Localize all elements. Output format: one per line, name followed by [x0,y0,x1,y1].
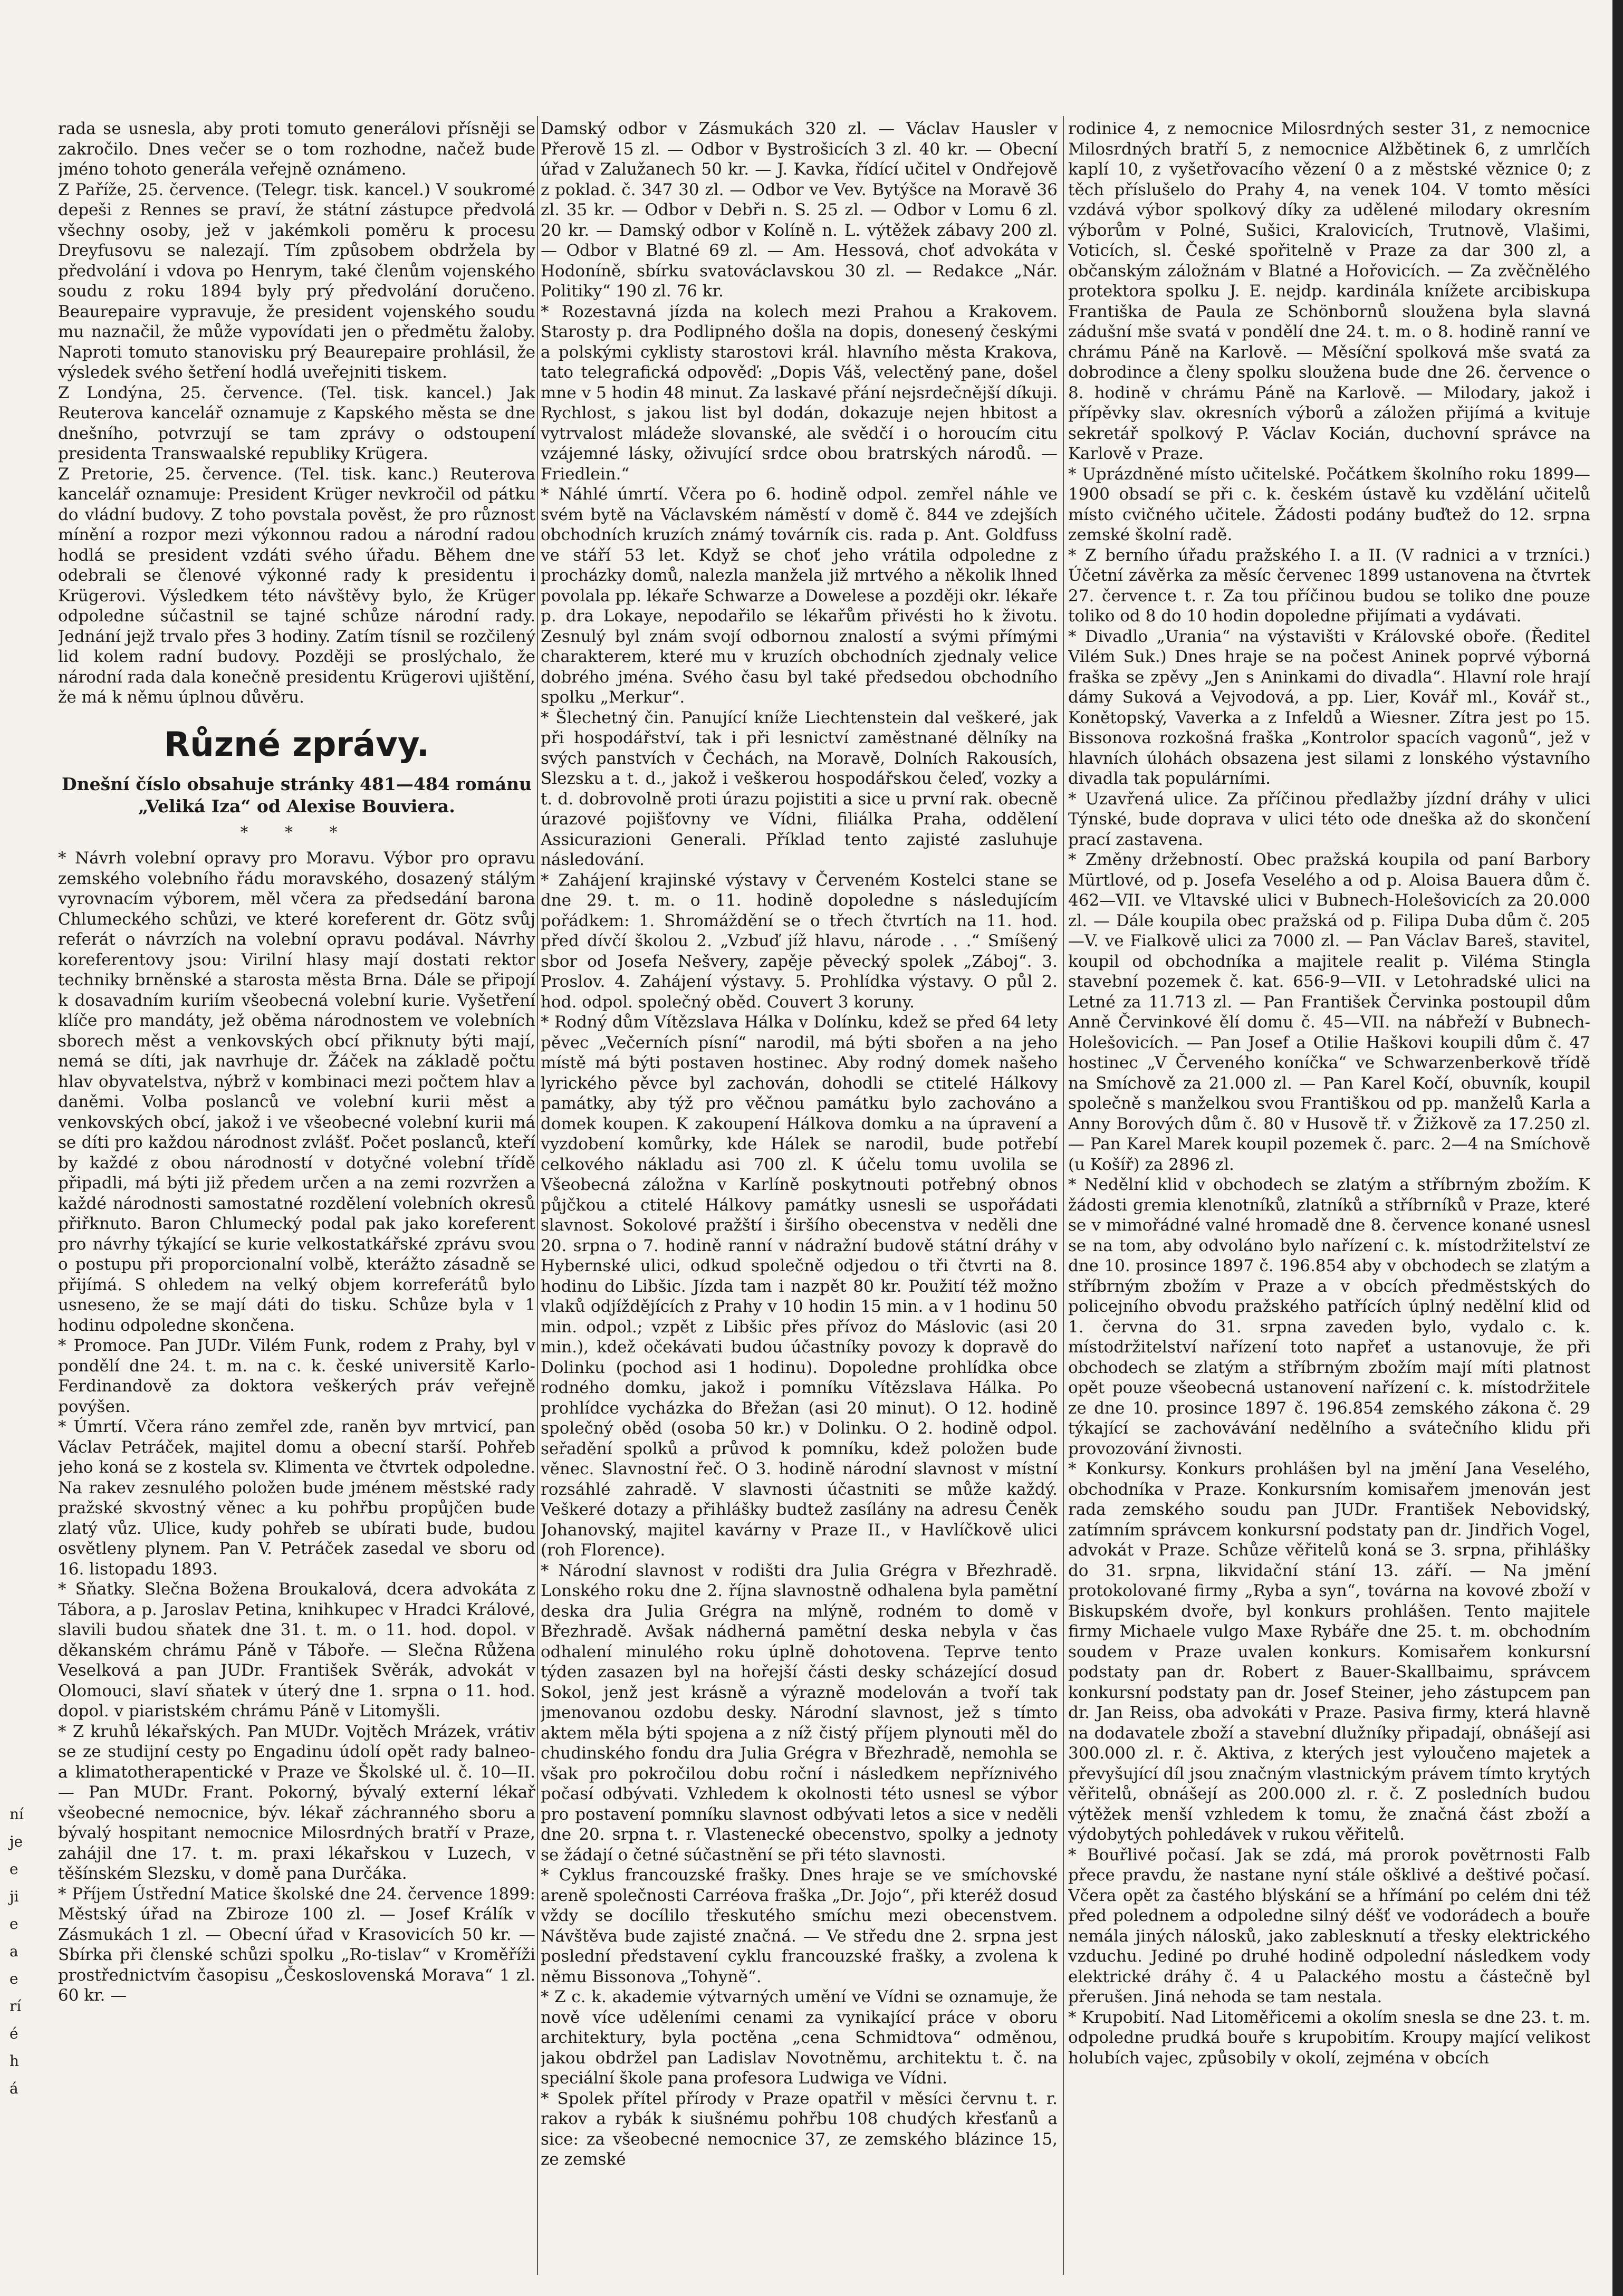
news-item: * Z kruhů lékařských. Pan MUDr. Vojtěch Mrázek, vrátiv se ze studijní cesty po Engadinu údolí opět rady balneo- a klimatotherapentické v Praze ve Školské ul. č. 10—II. — Pan MUDr. Frant. Pokorný, bývalý externí lékař všeobecné nemocnice, býv. lékař záchranného sboru a bývalý hospitant nemocnice Milosrdných bratří v Praze, zahájil dne 17. t. m. praxi lékařskou v Luzech, v těšínském Slezsku, v domě pana Durčáka. [58,1722,535,1883]
article-paragraph: Z Paříže, 25. července. (Telegr. tisk. kancel.) V soukromé depeši z Rennes se praví, že státní zástupce předvolá všechny osoby, jež v jakémkoli poměru k procesu Dreyfusovu se nalezají. Tím způsobem obdržela by předvolání i vdova po Henrym, také členům vojenského soudu z roku 1894 byly prý předvolání doručeno. Beaurepaire vypravuje, že president vojenského soudu mu naznačil, že může vypovídati jen o předmětu žaloby. Naproti tomuto stanovisku prý Beaurepaire prohlásil, že výsledek svého šetření hodlá uveřejniti tiskem. [58,180,535,382]
column-2 [541,119,1058,2275]
article-paragraph: rada se usnesla, aby proti tomuto generálovi přísněji se zakročilo. Dnes večer se o tom rozhodne, načež bude jméno tohoto generála veřejně oznámeno. [58,119,535,179]
news-item: * Úmrtí. Včera ráno zemřel zde, raněn byv mrtvicí, pan Václav Petráček, majitel domu a obecní starší. Pohřeb jeho koná se z kostela sv. Klimenta ve čtvrtek odpoledne. Na rakev zesnulého položen bude jménem městské rady pražské skvostný věnec a ku pohřbu propůjčen bude zlatý vůz. Ulice, kudy pohřeb se ubírati bude, budou osvětleny plynem. Pan V. Petráček zasedal ve sboru od 16. listopadu 1893. [58,1417,535,1579]
news-item: * Cyklus francouzské frašky. Dnes hraje se ve smíchovské areně společnosti Carréova fraška „Dr. Jojo“, při kteréž dosud vždy se docílilo třeskutého smíchu mezi obecenstvem. Návštěva bude zajisté značná. — Ve středu dne 2. srpna jest poslední představení cyklu francouzské frašky, a zvolena k němu Bissonova „Tohyně“. [541,1866,1058,1986]
margin-fragment: je [9,1833,23,1850]
section-title: Různé zprávy. [164,725,430,764]
margin-fragment: é [9,2025,18,2042]
news-item: * Náhlé úmrtí. Včera po 6. hodině odpol. zemřel náhle ve svém bytě na Václavském náměstí v domě č. 844 ve zdejších obchodních kruzích známý továrník cis. rada p. Ant. Goldfuss ve stáří 53 let. Když se choť jeho vrátila odpoledne z procházky domů, nalezla manžela již mrtvého a několik lhned povolala pp. lékaře Schwarze a Dowelese a později okr. lékaře p. dra Lokaye, nepodařilo se lékařům přivésti ho k životu. Zesnulý byl znám svojí odbornou znalostí a svými přímými charakterem, které mu v kruzích obchodních zjednaly velice dobrého jména. Svého času byl také předsedou obchodního spolku „Merkur“. [541,485,1058,707]
margin-fragment: ji [9,1888,19,1905]
news-item: rodinice 4, z nemocnice Milosrdných sester 31, z nemocnice Milosrdných bratří 5, z nemocnice Alžbětinek 6, z umrlčích kaplí 10, z vyšetřovacího vězení 0 a z městské věznice 0; z těch příslušelo do Prahy 4, na venek 104. V tomto měsíci vzdává výbor spolkový díky za udělené milodary okresním výborům v Polné, Sušici, Kralovicích, Trutnově, Vlašimi, Voticích, sl. České spořitelně v Praze za dar 300 zl, a občanským záložnám v Blatné a Hořovicích. — Za zvěčnělého protektora spolku J. E. nejdp. kardinála knížete arcibiskupa Františka de Paula ze Schönbornů sloužena byla slavná zádušní mše svatá v pondělí dne 24. t. m. o 8. hodině ranní ve chrámu Páně na Karlově. — Měsíční spolková mše svatá za dobrodince a členy spolku sloužena bude dne 26. července o 8. hodině v chrámu Páně na Karlově. — Milodary, jakož i přípěvky slav. okresních výborů a záložen přijímá a kvituje sekretář spolkový P. Václav Kocián, duchovní správce na Karlově v Praze. [1068,119,1590,463]
margin-fragment: e [9,1970,18,1987]
news-item: * Konkursy. Konkurs prohlášen byl na jmění Jana Veselého, obchodníka v Praze. Konkursním komisařem jmenován jest rada zemského soudu pan JUDr. František Nebovidský, zatímním správcem konkursní podstaty pan dr. Jindřich Vogel, advokát v Praze. Schůze věřitelů koná se 3. srpna, přihlášky do 31. srpna, likvidační stání 13. září. — Na jmění protokolované firmy „Ryba a syn“, továrna na kovové zboží v Biskupském dvoře, byl konkurs prohlášen. Tento majitele firmy Michaele vulgo Maxe Rybáře dne 25. t. m. obchodním soudem v Praze uvalen konkurs. Komisařem konkursní podstaty pan dr. Robert z Bauer-Skallbaimu, správcem konkursní podstaty pan dr. Josef Steiner, jeho zástupcem pan dr. Jan Reiss, oba advokáti v Praze. Pasiva firmy, která hlavně na dodavatele zboží a stavební dlužníky připadají, obnášejí asi 300.000 zl. r. č. Aktiva, z kterých jest vyloučeno majetek a převyšující díl jsou značným vlastnickým právem tímto krytých věřitelů, obnášejí as 200.000 zl. r. č. Z posledních budou výtěžek menší vzhledem k tomu, že značná část zboží a výdobytých pohledávek v rukou věřitelů. [1068,1459,1590,1844]
news-item: * Bouřlivé počasí. Jak se zdá, má prorok povětrnosti Falb přece pravdu, že nastane nyní stále ošklivé a deštivé počasí. Včera opět za častého blýskání se a hřímání po celém dni též před polednem a odpoledne silný déšť ve vodorádech a bouře nemála jiných nálosků, jako zablesknutí a třesky elektrického vzduchu. Jediné po druhé hodině odpolední následkem vody elektrické dráhy č. 4 u Palackého mostu a částečně byl přerušen. Jiná nehoda se tam nestala. [1068,1845,1590,2006]
news-item: * Z c. k. akademie výtvarných umění ve Vídni se oznamuje, že nově více uděleními cenami za vynikající práce v oboru architektury, byla poctěna „cena Schmidtova“ odměnou, jakou obdržel pan Ladislav Novotněmu, architektu t. č. na speciální škole pana profesora Ludwiga ve Vídni. [541,1987,1058,2088]
news-item: * Šlechetný čin. Panující kníže Liechtenstein dal veškeré, jak při hospodářství, tak i při lesnictví zaměstnané dělníky na svých panstvích v Čechách, na Moravě, Dolních Rakousích, Slezsku a t. d., jakož i veškerou hospodářskou čeleď, vozky a t. d. dobrovolně proti úrazu pojistiti a sice u první rak. obecně úrazové pojišťovny ve Vídni, filiálka Praha, oddělení Assicurazioni Generali. Příklad tento zajisté zasluhuje následování. [541,708,1058,869]
news-item: * Zahájení krajinské výstavy v Červeném Kostelci stane se dne 29. t. m. o 11. hodině dopoledne s následujícím pořádkem: 1. Shromáždění se o třech čtvrtích na 11. hod. před dívčí školou 2. „Vzbuď jíž hlavu, národe . . .“ Smíšený sbor od Josefa Nešvery, zapěje pěvecký spolek „Záboj“. 3. Proslov. 4. Zahájení výstavy. 5. Prohlídka výstavy. O půl 2. hod. odpol. společný oběd. Couvert 3 koruny. [541,870,1058,1012]
news-item: * Sňatky. Slečna Božena Broukalová, dcera advokáta z Tábora, a p. Jaroslav Petina, knihkupec v Hradci Králové, slavili budou sňatek dne 31. t. m. o 11. hod. dopol. v děkanském chrámu Páně v Táboře. — Slečna Růžena Veselková a pan JUDr. František Svěrák, advokát v Olomouci, slaví sňatek v úterý dne 1. srpna o 11. hod. dopol. v piaristském chrámu Páně v Litomyšli. [58,1580,535,1721]
margin-fragment: rí [9,1997,22,2015]
column-1 [58,119,535,2275]
news-item: * Příjem Ústřední Matice školské dne 24. července 1899: Městský úřad na Zbiroze 100 zl. — Josef Králík v Zásmukách 1 zl. — Obecní úřad v Krasovicích 50 kr. — Sbírka při členské schůzi spolku „Ro-tislav“ v Kroměříži prostřednictvím časopisu „Československá Morava“ 1 zl. 60 kr. — [58,1884,535,2005]
news-item: * Z berního úřadu pražského I. a II. (V radnici a v trzníci.) Účetní závěrka za měsíc červenec 1899 ustanovena na čtvrtek 27. července t. r. Za tou příčinou budou se toliko dne pouze toliko od 8 do 10 hodin dopoledne přijímati a vydávati. [1068,545,1590,626]
column-rule [537,116,538,2275]
news-item: * Změny držebností. Obec pražská koupila od paní Barbory Mürtlové, od p. Josefa Veselého a od p. Aloisa Bauera dům č. 462—VII. ve Vltavské ulici v Bubnech-Holešovicích za 20.000 zl. — Dále koupila obec pražská od p. Filipa Duba dům č. 205—V. ve Fialkově ulici za 7000 zl. — Pan Václav Bareš, stavitel, koupil od obchodníka a majitele realit p. Viléma Stingla stavební pozemek č. kat. 656-9—VII. v Letohradské ulici na Letné za 11.713 zl. — Pan František Červinka postoupil dům Anně Červinkové ělí domu č. 45—VII. na nábřeží v Bubnech-Holešovicích. — Pan Josef a Otilie Haškovi koupili dům č. 47 hostinec „V Červeného koníčka“ ve Schwarzenberkově třídě na Smíchově za 21.000 zl. — Pan Karel Kočí, obuvník, koupil společně s manželkou svou Františkou od pp. manželů Karla a Anny Borových dům č. 80 v Husově tř. v Žižkově za 17.250 zl. — Pan Karel Marek koupil pozemek č. parc. 2—4 na Smíchově (u Košíř) za 2896 zl. [1068,850,1590,1174]
news-item: * Krupobití. Nad Litoměřicemi a okolím snesla se dne 23. t. m. odpoledne prudká bouře s krupobitím. Kroupy mající velikost holubích vajec, způsobily v okolí, zejména v obcích [1068,2007,1590,2068]
news-item: * Promoce. Pan JUDr. Vilém Funk, rodem z Prahy, byl v pondělí dne 24. t. m. na c. k. české universitě Karlo-Ferdinandově za doktora veškerých práv veřejně povýšen. [58,1336,535,1416]
news-item: * Uprázdněné místo učitelské. Počátkem školního roku 1899—1900 obsadí se při c. k. českém ústavě ku vzdělání učitelů místo cvičného učitele. Žádosti podány buďtež do 12. srpna zemské školní radě. [1068,464,1590,544]
margin-fragment: e [9,1915,18,1933]
margin-fragment: h [9,2052,20,2070]
news-item: * Uzavřená ulice. Za příčinou předlažby jízdní dráhy v ulici Týnské, bude doprava v ulici této ode dneška až do skončení prací zastavena. [1068,789,1590,849]
article-paragraph: Z Londýna, 25. července. (Tel. tisk. kancel.) Jak Reuterova kancelář oznamuje z Kapského města se dne dnešního, potvrzují se tam zprávy o odstoupení presidenta Transwaalské republiky Krügera. [58,383,535,463]
news-item: * Rodný dům Vítězslava Hálka v Dolínku, kdež se před 64 lety pěvec „Večerních písní“ narodil, má býti sbořen a na jeho místě má býti postaven hostinec. Aby rodný domek našeho lyrického pěvce byl zachován, dohodli se ctitelé Hálkovy památky, aby týž pro věčnou památku bylo zachováno a domek koupen. K zakoupení Hálkova domku a na úpravení a vyzdobení komůrky, kde Hálek se narodil, bude potřebí celkového nákladu asi 700 zl. K účelu tomu uvolila se Všeobecná záložna v Karlíně poskytnouti potřebný obnos půjčkou a ctitelé Hálkovy památky usnesli se uspořádati slavnost. Sokolové pražští i širšího obecenstva v neděli dne 20. srpna o 7. hodině ranní v nádražní budově státní dráhy v Hybernské ulici, odkud společně odjedou o tři čtvrti na 8. hodinu do Libšic. Jízda tam i nazpět 80 kr. Použití též možno vlaků odjíždějících z Prahy v 10 hodin 15 min. a v 1 hodinu 50 min. odpol.; vzpět z Libšic přes přívoz do Máslovic (asi 20 min.), kdež očekávati budou účastníky povozy k dopravě do Dolinku (pochod asi 1 hodinu). Dopoledne prohlídka obce rodného domku, jakož i pomníku Vítězslava Hálka. Po prohlídce vycházka do Břežan (asi 20 minut). O 12. hodině společný oběd (osoba 50 kr.) v Dolinku. O 2. hodině odpol. seřadění spolků a průvod k pomníku, kdež položen bude věnec. Slavnostní řeč. O 3. hodině národní slavnost v místní rozsáhlé zahradě. V slavnosti účastniti se může každý. Veškeré dotazy a přihlášky budtež zasílány na adresu Čeněk Johanovský, majitel kavárny v Praze II., v Havlíčkově ulici (roh Florence). [541,1013,1058,1560]
section-stars: * * * [240,823,353,842]
news-item: * Divadlo „Urania“ na výstavišti v Královské oboře. (Ředitel Vilém Suk.) Dnes hraje se na počest Aninek poprvé výborná fraška se zpěvy „Jen s Aninkami do divadla“. Hlavní role hrají dámy Suková a Vejvodová, a pp. Lier, Kovář ml., Kovář st., Konětopský, Vaverka a z Infeldů a Wiesner. Zítra jest po 15. Bissonova rozkošná fraška „Kontrolor spacích vagonů“, jež v hlavních úlohách obsazena jest silami z lonského výstavního divadla tak populárními. [1068,627,1590,788]
article-paragraph: Z Pretorie, 25. července. (Tel. tisk. kanc.) Reuterova kancelář oznamuje: President Krüger nevkročil od pátku do vládní budovy. Z toho povstala pověst, že pro různost mínění a rozpor mezi výkonnou radou a národní radou hodlá se president vzdáti svého úřadu. Během dne odebrali se členové výkonné rady k presidentu i Krügerovi. Výsledkem této návštěvy bylo, že Krüger odpoledne súčastnil se tajné schůze národní rady. Jednání jejž trvalo přes 3 hodiny. Zatím tísnil se rozčilený lid kolem radní budovy. Později se proslýchalo, že národní rada dala konečně presidentu Krügerovi ujištění, že má k němu úplnou důvěru. [58,464,535,707]
news-item: * Rozestavná jízda na kolech mezi Prahou a Krakovem. Starosty p. dra Podlipného došla na dopis, donesený českými a polskými cyklisty starostovi král. hlavního města Krakova, tato telegrafická odpověď: „Dopis Váš, velectěný pane, došel mne v 5 hodin 48 minut. Za laskavé přání nejsrdečnější díkuji. Rychlost, s jakou list byl dodán, dokazuje nejen hbitost a vytrvalost mládeže slovanské, ale svědčí i o horoucím citu vzájemné lásky, oživující srdce obou bratrských národů. — Friedlein.“ [541,302,1058,484]
column-3 [1068,119,1590,2275]
news-item: * Národní slavnost v rodišti dra Julia Grégra v Březhradě. Lonského roku dne 2. října slavnostně odhalena byla pamětní deska dra Julia Grégra na mlýně, rodném to domě v Březhradě. Avšak nádherná pamětní deska nebyla v čas odhalení minulého roku úplně dohotovena. Teprve tento týden zasazen byl na hořejší části desky scházející dosud Sokol, jenž jest krásně a výrazně modelován a tvoří tak jmenovanou ozdobu desky. Národní slavnost, jež s tímto aktem měla býti spojena a z níž čistý příjem plynouti měl do chudinského fondu dra Julia Grégra v Březhradě, nemohla se však pro pokročilou dobu roční i následkem nepříznivého počasí odbývati. Vzhledem k okolnosti této usnesl se výbor pro postavení pomníku slavnost odbývati letos a sice v neděli dne 20. srpna t. r. Vlastenecké obecenstvo, spolky a jednoty se žádají o četné súčastnění se při této slavnosti. [541,1561,1058,1865]
column-rule [1063,116,1064,2275]
margin-fragment: a [9,1943,18,1960]
news-item: * Nedělní klid v obchodech se zlatým a stříbrným zbožím. K žádosti gremia klenotníků, zlatníků a stříbrníků v Praze, které se v mimořádné valné hromadě dne 8. července konané usnesl se na tom, aby odvoláno bylo nařízení c. k. místodržitelství ze dne 10. prosince 1897 č. 196.854 aby v obchodech se zlatým a stříbrným zbožím v Praze a v obcích předměstských do policejního obvodu pražského patřících úplný nedělní klid od 1. června do 31. srpna zaveden bylo, vydalo c. k. místodržitelství nařízení toto napřeť a ustanovuje, že při obchodech se zlatým a stříbrným zbožím mají míti platnost opět pouze všeobecná ustanovení nařízení c. k. místodržitele ze dne 10. prosince 1897 č. 196.854 zemského zákona č. 29 týkající se zachovávání nedělního a svátečního klidu při provozování živnosti. [1068,1175,1590,1458]
issue-notice: Dnešní číslo obsahuje stránky 481—484 románu „Veliká Iza“ od Alexise Bouviera. [62,773,532,816]
news-item: Damský odbor v Zásmukách 320 zl. — Václav Hausler v Přerově 15 zl. — Odbor v Bystrošicích 3 zl. 40 kr. — Obecní úřad v Zalužanech 50 kr. — J. Kavka, řídící učitel v Ondřejově z poklad. č. 347 30 zl. — Odbor ve Vev. Bytýšce na Moravě 36 zl. 35 kr. — Odbor v Debři n. S. 25 zl. — Odbor v Lomu 6 zl. 20 kr. — Damský odbor v Kolíně n. L. výtěžek zábavy 200 zl. — Odbor v Blatné 69 zl. — Am. Hessová, choť advokáta v Hodoníně, sbírku svatováclavskou 30 zl. — Redakce „Nár. Politiky“ 190 zl. 76 kr. [541,119,1058,301]
news-item: * Návrh volební opravy pro Moravu. Výbor pro opravu zemského volebního řádu moravského, dosazený stálým vyrovnacím výborem, měl včera za předsedání barona Chlumeckého schůzi, ve které koreferent dr. Götz svůj referát o návrzích na volební opravu podával. Návrhy koreferentovy jsou: Virilní hlasy mají dostati rektor techniky brněnské a starosta města Brna. Dále se připojí k dosavadním kuriím všeobecná volební kurie. Vyšetření klíče pro mandáty, jež oběma národnostem ve volebních sborech měst a venkovských obcí přiknuty býti mají, nemá se díti, jak navrhuje dr. Žáček na základě počtu hlav obyvatelstva, nýbrž v kombinaci mezi počtem hlav a daněmi. Volba poslanců ve volební kurii měst a venkovských obcí, jakož i ve všeobecné volební kurii má se díti pro každou národnost zvlášť. Počet poslanců, kteří by každé z obou národností v dotyčné volební třídě připadli, má býti již předem určen a na zemi rozvržen a každé národnosti samostatné rozdělení volebních okresů přiřknuto. Baron Chlumecký podal pak jako koreferent pro návrhy týkající se kurie velkostatkářské zprávu svou o postupu při proporcionalní volbě, kterážto zásadně se přijímá. S ohledem na velký objem korreferátů bylo usneseno, že se mají dáti do tisku. Schůze byla v 1 hodinu odpoledne skončena. [58,849,535,1335]
margin-fragment: e [9,1860,18,1878]
margin-fragment: ní [9,1805,24,1823]
news-item: * Spolek přítel přírody v Praze opatřil v měsíci červnu t. r. rakov a rybák k siušnému pohřbu 108 chudých křesťanů a sice: za všeobecné nemocnice 37, ze zemského blázince 15, ze zemské [541,2089,1058,2169]
margin-fragment: á [9,2080,18,2097]
